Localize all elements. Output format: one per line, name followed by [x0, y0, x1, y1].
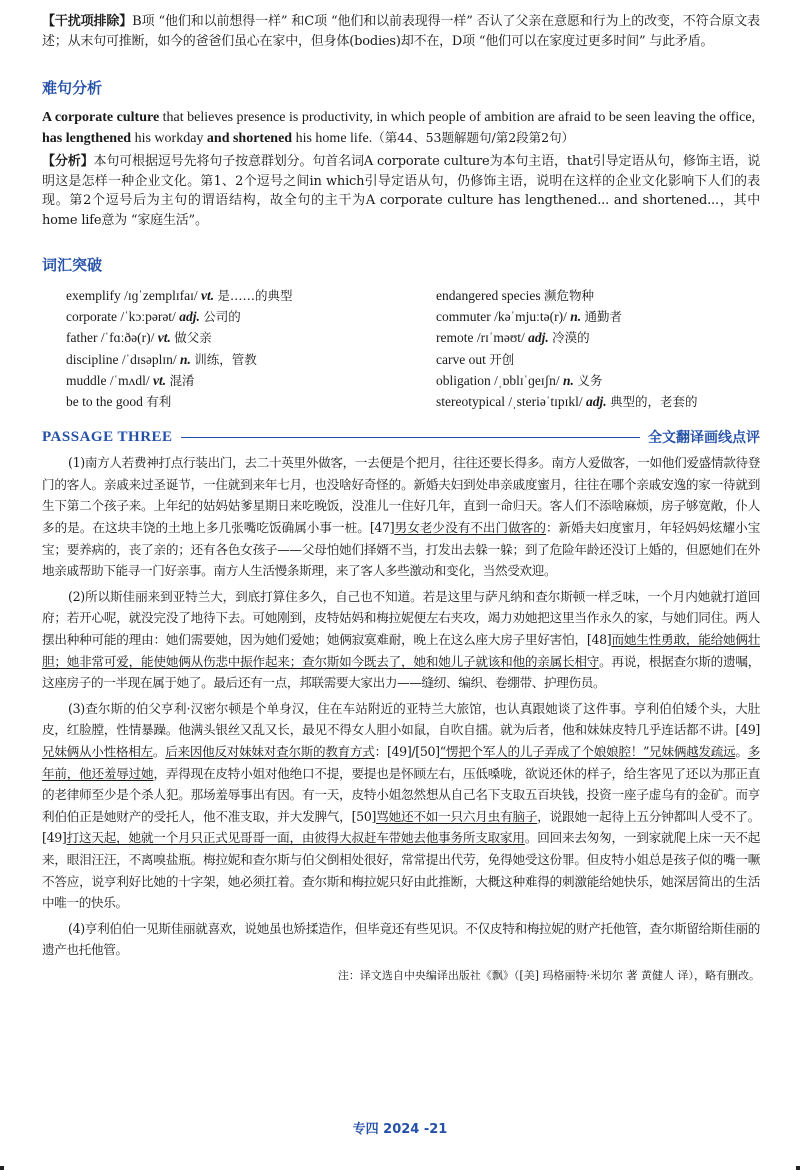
p1-text-1: (1)南方人若费神打点行装出门，去二十英里外做客，一去便是个把月，往往还要长得多。南方人爱做客，一如他们爱盛情款待登门的客人。亲戚来过圣诞节，一住就到来年七月，也没啥好奇怪的。新婚夫妇到处串亲戚度蜜月，往往在哪个亲戚安逸的家一待就到生下第二个孩子来。上年纪的姑妈姑爹星期日来吃晚饭，没准儿一住好几年，直到一命归天。客人们不添啥麻烦，房子够宽敞，仆人多的是。在这块丰饶的土地上多几张嘴吃饭确属小事一桩。[47]	[42, 455, 760, 535]
vocab-item	[436, 370, 776, 391]
vocab-word: commuter /kəˈmjuːtə(r)/	[436, 309, 567, 325]
vocab-pos: adj.	[179, 309, 200, 325]
translation-note: 注：译文选自中央编译出版社《飘》（[美] 玛格丽特·米切尔 著 黄健人 译），略有删改。	[337, 968, 760, 982]
p3-text-7: 。回回来去匆匆，一到家就爬上床一天不起来，眼泪汪汪，不离嗅盐瓶。梅拉妮和查尔斯与伯父倒相处很好，常常提出代劳，免得她受这份罪。但皮特小姐总是孩子似的嘴一噘不答应，说亨利好比她的十字架，她必须扛着。查尔斯和梅拉妮只好由此推断，大概这种难得的刺激能给她快乐，她深居简出的生活中唯一的快乐。	[42, 830, 760, 911]
vocab-word: obligation /ˌɒblɪˈɡeɪʃn/	[436, 372, 560, 388]
vocab-pos: n.	[180, 351, 191, 367]
vocab-word: carve out	[436, 351, 486, 367]
sentence-source: （第44、53题解题句/第2段第2句）	[372, 130, 575, 145]
vocab-item	[66, 285, 436, 306]
p2-text-2: 。再说，根据查尔斯的遗嘱，这座房子的一半现在属于她了。最后还有一点，邦联需要大家出力——缝纫、编织、卷绷带、护理伤员。	[42, 653, 760, 691]
vocab-meaning: 典型的，老套的	[609, 394, 698, 410]
p3-text-1: (3)查尔斯的伯父亨利·汉密尔顿是个单身汉，住在车站附近的亚特兰大旅馆，也认真跟她谈了这件事。亨利伯伯矮个头，大肚皮，红脸膛，性情暴躁。他满头银丝又乱又长，最见不得女人胆小如鼠，自吹自擂。就为后者，他和妹妹皮特几乎连话都不讲。[49]	[42, 700, 760, 738]
sentence-part-6: his home life.	[292, 131, 373, 146]
vocab-meaning: 公司的	[203, 309, 241, 325]
vocab-title: 词汇突破	[42, 256, 103, 274]
passage-subtitle: 全文翻译画线点评	[648, 430, 760, 447]
sentence-part-4: his workday	[131, 131, 207, 146]
vocab-word: endangered species	[436, 288, 541, 303]
vocab-meaning: 冷漠的	[552, 330, 590, 346]
sentence-part-2: that believes presence is productivity, in which people of ambition are afraid to be seen leaving the office,	[159, 110, 756, 125]
p3-text-5: ，弄得现在皮特小姐对他绝口不提，要提也是怀顾左右，压低嗓咙，欲说还休的样子，给生客见了还以为那正直的老律师至少是个杀人犯。那场羞辱事出有因。有一天，皮特小姐忽然想从自己名下支取五百块钱，投资一座子虚乌有的金矿。而亨利伯伯正是她财产的受托人，他不准支取，并大发脾气，[50]	[42, 765, 760, 824]
page-footer: 专四 2024 -21	[352, 1122, 448, 1137]
difficult-sentence-title: 难句分析	[42, 79, 103, 97]
passage-paragraph-4: (4)亨利伯伯一见斯佳丽就喜欢，说她虽也矫揉造作，但毕竟还有些见识。不仅皮特和梅拉妮的财产托他管，查尔斯留给斯佳丽的遗产也托他管。	[42, 920, 760, 958]
vocab-word: discipline /ˈdɪsəplɪn/	[66, 351, 177, 367]
vocab-meaning: 是……的典型	[217, 288, 293, 303]
p3-underline-3: “愣把个军人的儿子弄成了个娘娘腔！”兄妹俩越发疏远	[439, 743, 736, 759]
passage-paragraph-3	[42, 698, 760, 914]
vocab-item	[66, 370, 436, 391]
vocab-item	[66, 327, 436, 348]
vocab-meaning: 濒危物种	[543, 288, 594, 303]
passage-paragraph-2	[42, 586, 760, 694]
vocab-pos: vt.	[200, 288, 215, 303]
analysis-label: 【分析】	[42, 154, 94, 169]
p3-text-6: ，说跟她一起待上五分钟都叫人受不了。[49]	[42, 808, 761, 846]
vocab-meaning: 训练，管教	[194, 351, 257, 367]
p2-underline-1: 而她生性勇敢，能给她俩壮胆；她非常可爱，能使她俩从伤悲中振作起来；查尔斯如今既去了，她和她儿子就该和他的亲属长相守	[42, 631, 760, 669]
p3-text-3: ：[49]/[50]	[374, 743, 440, 759]
vocab-item	[66, 306, 436, 327]
passage-title: PASSAGE THREE	[42, 428, 173, 445]
vocab-pos: n.	[570, 309, 582, 325]
vocab-pos: n.	[563, 372, 574, 388]
p1-text-2: ：新婚夫妇度蜜月，年轻妈妈炫耀小宝宝；要养病的，丧了亲的；还有各色女孩子——父母怕她们择婿不当，打发出去躲一躲；到了危险年龄还没订上婚的，但愿她们在外地亲戚帮助下能寻一门好亲事。南方人生活慢条斯理，来了客人多些激动和变化，当然受欢迎。	[42, 520, 760, 579]
analysis-text: 本句可根据逗号先将句子按意群划分。句首名词A corporate culture为本句主语，that引导定语从句，修饰主语，说明这是怎样一种企业文化。第1、2个逗号之间in which引导定语从句，仍修饰主语，说明在这样的企业文化影响下人们的表现。第2个逗号后为主句的谓语结构，故全句的主干为A corporate culture has lengthened... and shortened...，其中home life意为 “家庭生活”。	[42, 154, 760, 228]
p3-underline-1: 兄妹俩从小性格相左	[42, 743, 153, 759]
vocab-item	[66, 349, 436, 370]
vocab-meaning: 义务	[577, 372, 603, 388]
vocab-word: father /ˈfɑːðə(r)/	[66, 330, 155, 346]
vocab-pos: adj.	[528, 330, 549, 346]
vocab-meaning: 通勤者	[584, 309, 622, 325]
passage-header	[42, 426, 760, 448]
vocab-word: exemplify /ɪɡˈzemplɪfaɪ/	[66, 288, 198, 303]
vocab-meaning: 有利	[146, 394, 172, 410]
vocab-pos: adj.	[585, 394, 607, 410]
vocab-item	[436, 327, 776, 348]
corner-mark-right	[796, 1166, 800, 1170]
vocab-word: muddle /ˈmʌdl/	[66, 372, 150, 388]
sentence-verb-1: has lengthened	[42, 131, 132, 146]
vocab-word: be to the good	[66, 394, 143, 410]
vocab-word: remote /rɪˈməʊt/	[436, 330, 525, 346]
sentence-verb-2: and shortened	[206, 131, 293, 146]
passage-paragraph-1	[42, 452, 760, 582]
vocab-meaning: 混淆	[169, 372, 195, 388]
vocab-item	[66, 391, 436, 412]
sentence-subject: A corporate culture	[42, 110, 160, 125]
analysis-paragraph	[42, 152, 760, 230]
vocab-pos: vt.	[157, 330, 171, 346]
intro-label: 【干扰项排除】	[42, 14, 133, 29]
p3-underline-2: 后来因他反对妹妹对查尔斯的教育方式	[165, 743, 375, 759]
p2-text-1: (2)所以斯佳丽来到亚特兰大，到底打算住多久，自己也不知道。若是这里与萨凡纳和查尔斯顿一样乏味，一个月内她就打道回府；若开心呢，就没完没了地待下去。可她刚到，皮特姑妈和梅拉妮便左右夹攻，竭力劝她把这里当作永久的家，与她们同住。两人摆出种种可能的理由：她们需要她，因为她们爱她；她俩寂寞难耐，晚上在这么座大房子里好害怕，[48]	[42, 588, 760, 647]
passage-divider	[181, 437, 640, 438]
vocab-pos: vt.	[153, 372, 167, 388]
vocab-list	[66, 285, 760, 412]
intro-text: B项 “他们和以前想得一样” 和C项 “他们和以前表现得一样” 否认了父亲在意愿和行为上的改变，不符合原文表述；从末句可推断，如今的爸爸们虽心在家中，但身体(bodies)却不在，D项 “他们可以在家度过更多时间” 与此矛盾。	[42, 14, 760, 49]
p3-underline-6: 打这天起，她就一个月只正式见哥哥一面，由彼得大叔赶车带她去他事务所支取家用	[66, 830, 525, 846]
vocab-meaning: 开创	[489, 351, 515, 367]
vocab-meaning: 做父亲	[174, 330, 212, 346]
p3-text-4: 。	[735, 743, 748, 759]
p3-text-2: 。	[152, 743, 166, 759]
p1-underline-1: 男女老少没有不出门做客的	[394, 520, 546, 535]
vocab-item	[436, 285, 776, 306]
difficult-sentence	[42, 108, 760, 149]
vocab-item	[436, 349, 776, 370]
p3-underline-5: 骂她还不如一只六月虫有脑子	[376, 808, 538, 824]
vocab-item	[436, 306, 776, 327]
intro-paragraph	[42, 12, 760, 51]
page-content	[42, 12, 760, 983]
vocab-item	[436, 391, 776, 412]
corner-mark-left	[0, 1166, 4, 1170]
p3-underline-4: 多年前，他还羞辱过她	[42, 743, 760, 781]
vocab-word: corporate /ˈkɔːpərət/	[66, 309, 176, 325]
vocab-word: stereotypical /ˌsteriəˈtɪpɪkl/	[436, 394, 583, 410]
